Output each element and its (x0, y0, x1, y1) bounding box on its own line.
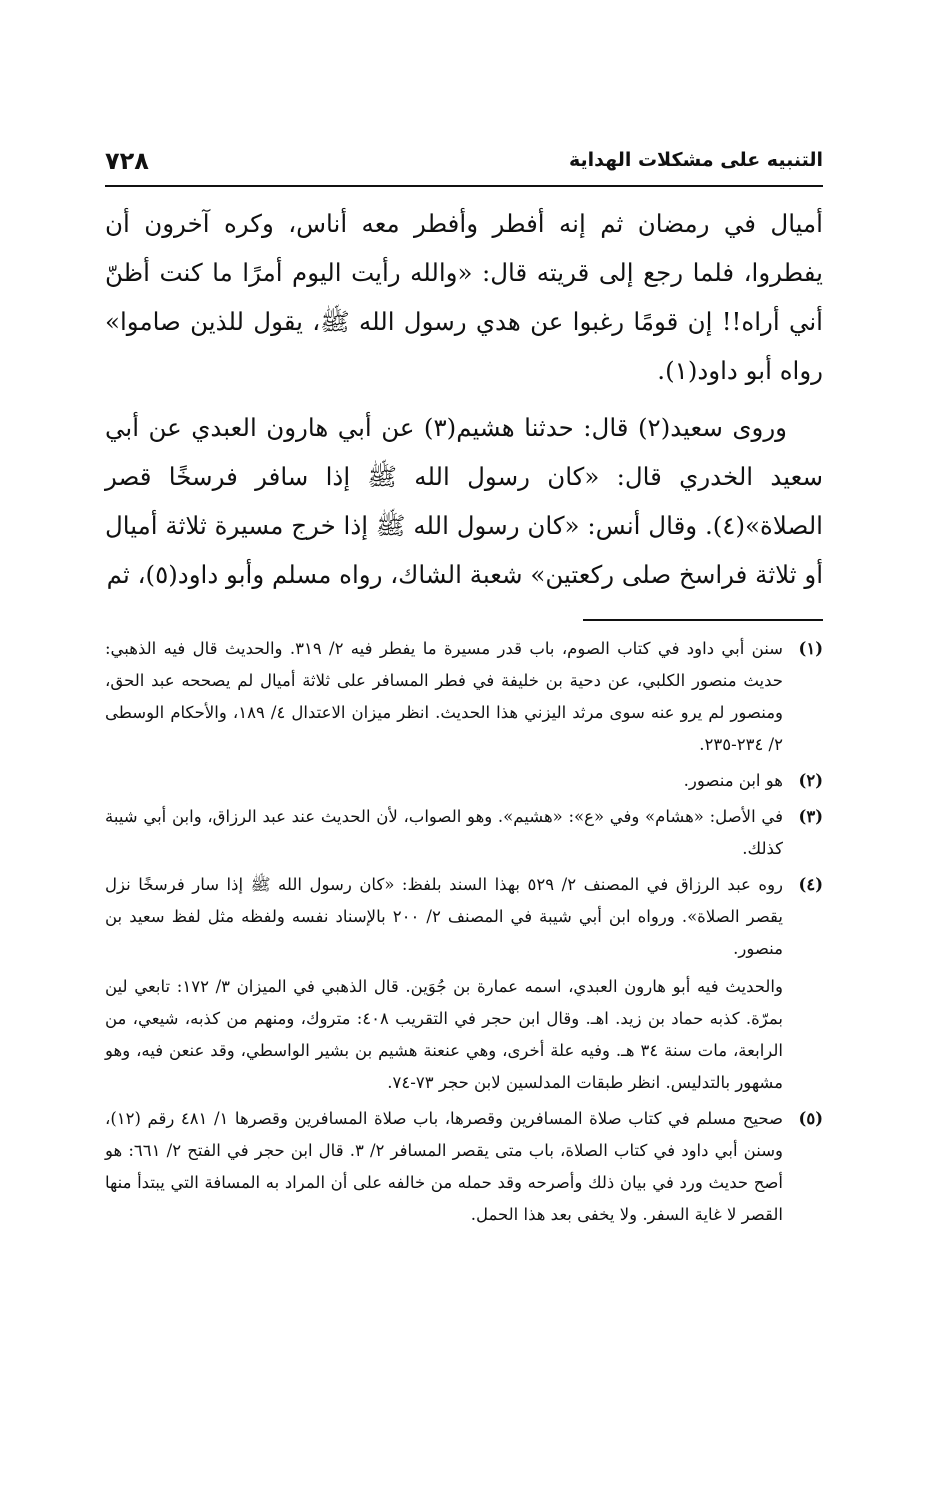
footnote-number: (٣) (798, 807, 823, 826)
footnote-1 (105, 633, 823, 761)
body-paragraph-2: وروى سعيد(٢) قال: حدثنا هشيم(٣) عن أبي هارون العبدي عن أبي سعيد الخدري قال: «كان رسول الله ﷺ إذا سافر فرسخًا قصر الصلاة»(٤). وقال أنس: «كان رسول الله ﷺ إذا خرج مسيرة ثلاثة أميال أو ثلاثة فراسخ صلى ركعتين» شعبة الشاك، رواه مسلم وأبو داود(٥)، ثم (105, 413, 823, 589)
page-header (105, 135, 823, 187)
body-paragraph-1: أميال في رمضان ثم إنه أفطر وأفطر معه أناس، وكره آخرون أن يفطروا، فلما رجع إلى قريته قال: «والله رأيت اليوم أمرًا ما كنت أظنّ أني أراه!! إن قومًا رغبوا عن هدي رسول الله ﷺ، يقول للذين صاموا» رواه أبو داود(١). (105, 209, 823, 385)
footnote-5 (105, 1103, 823, 1231)
footnote-text: روه عبد الرزاق في المصنف ٢/ ٥٢٩ بهذا السند بلفظ: «كان رسول الله ﷺ إذا سار فرسخًا نزل يقصر الصلاة». ورواه ابن أبي شيبة في المصنف ٢/ ٢٠٠ بالإسناد نفسه ولفظه مثل لفظ سعيد بن منصور. (105, 875, 784, 958)
footnote-number: (٤) (798, 875, 823, 894)
footnote-body (105, 1103, 783, 1231)
footnote-4 (105, 869, 823, 1099)
footnote-body (105, 633, 783, 761)
main-text (105, 199, 823, 599)
footnote-2 (105, 765, 823, 797)
footnote-text: في الأصل: «هشام» وفي «ع»: «هشيم». وهو الصواب، لأن الحديث عند عبد الرزاق، وابن أبي شيبة كذلك. (105, 807, 783, 858)
footnote-number: (٢) (798, 771, 823, 790)
footnote-body (105, 801, 783, 865)
running-title: التنبيه على مشكلات الهداية (569, 149, 823, 171)
footnote-number: (٥) (798, 1109, 823, 1128)
footnote-body (105, 869, 783, 1099)
footnote-text: صحيح مسلم في كتاب صلاة المسافرين وقصرها، باب صلاة المسافرين وقصرها ١/ ٤٨١ رقم (١٢)، وسنن أبي داود في كتاب الصلاة، باب متى يقصر المسافر ٢/ ٣. قال ابن حجر في الفتح ٢/ ٦٦١: هو أصح حديث ورد في بيان ذلك وأصرحه وقد حمله من خالفه على أن المراد به المسافة التي يبتدأ منها القصر لا غاية السفر. ولا يخفى بعد هذا الحمل. (105, 1109, 784, 1224)
footnote-3 (105, 801, 823, 865)
footnote-separator (583, 619, 823, 621)
footnote-number: (١) (798, 639, 823, 658)
footnote-text: سنن أبي داود في كتاب الصوم، باب قدر مسيرة ما يفطر فيه ٢/ ٣١٩. والحديث قال فيه الذهبي: حديث منصور الكلبي، عن دحية بن خليفة في فطر المسافر على ثلاثة أميال لم يصححه عبد الحق، ومنصور لم يرو عنه سوى مرثد اليزني هذا الحديث. انظر ميزان الاعتدال ٤/ ١٨٩، والأحكام الوسطى ٢/ ٢٣٤-٢٣٥. (105, 639, 783, 754)
footnote-text: هو ابن منصور. (683, 771, 783, 790)
page-number: ٧٢٨ (105, 147, 149, 175)
book-page (105, 135, 823, 1235)
footnote-body (105, 765, 783, 797)
footnote-text-continued: والحديث فيه أبو هارون العبدي، اسمه عمارة بن جُوَين. قال الذهبي في الميزان ٣/ ١٧٢: تابعي لين بمرّة. كذبه حماد بن زيد. اهـ. وقال ابن حجر في التقريب ٤٠٨: متروك، ومنهم من كذبه، شيعي، من الرابعة، مات سنة ٣٤ هـ. وفيه علة أخرى، وهي عنعنة هشيم بن بشير الواسطي، وقد عنعن فيه، وهو مشهور بالتدليس. انظر طبقات المدلسين لابن حجر ٧٣-٧٤. (105, 977, 783, 1092)
footnotes (105, 633, 823, 1231)
